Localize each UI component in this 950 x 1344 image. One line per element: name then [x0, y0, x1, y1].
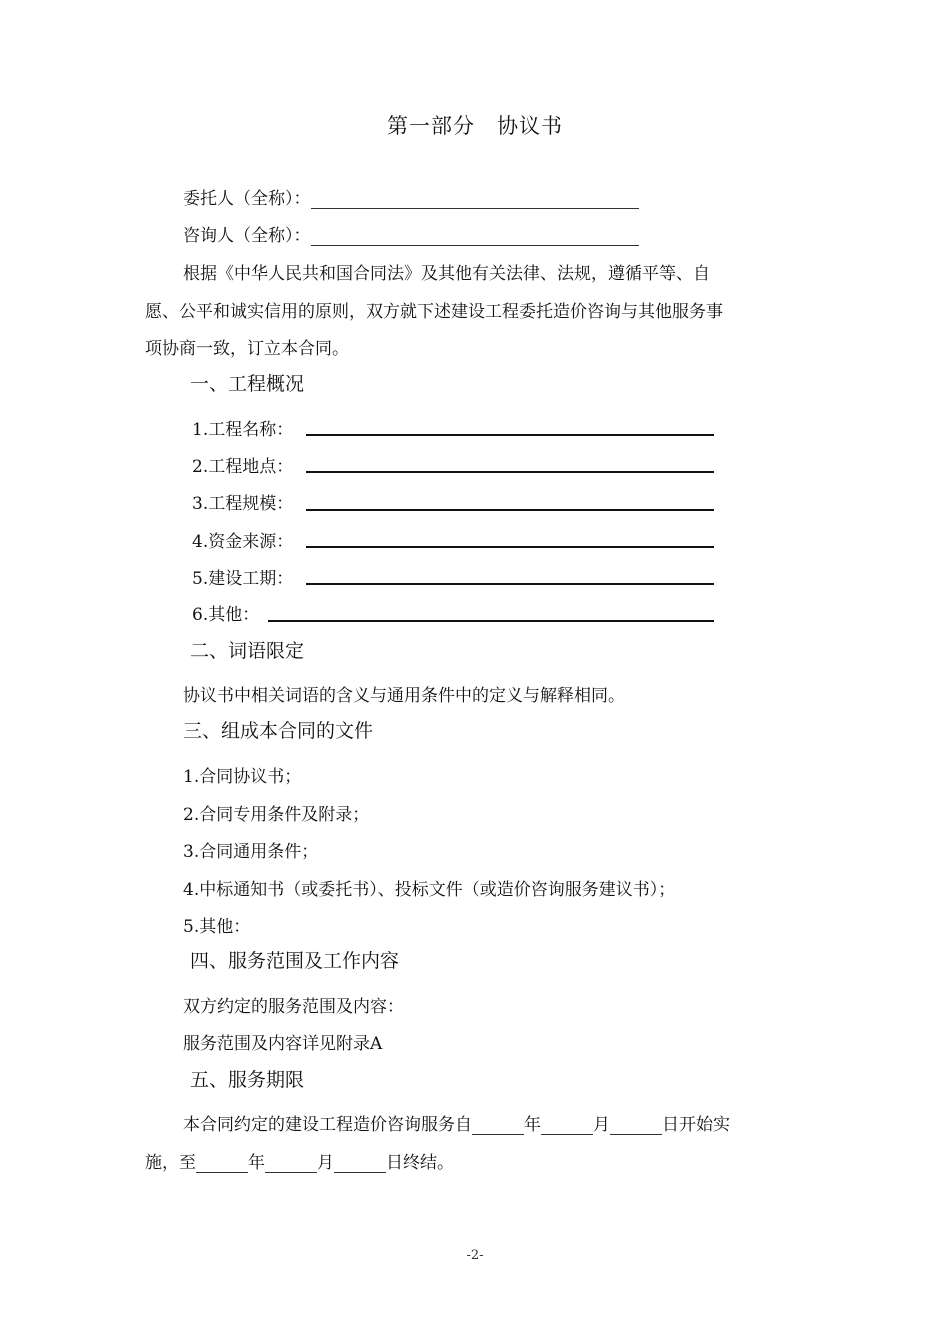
intro-line-2: 愿、公平和诚实信用的原则，双方就下述建设工程委托造价咨询与其他服务事 — [145, 302, 723, 322]
consultant-name-blank[interactable] — [311, 227, 639, 246]
funding-source-label: 4.资金来源： — [192, 532, 294, 552]
client-name-blank[interactable] — [311, 190, 639, 209]
start-month-blank[interactable] — [541, 1116, 593, 1135]
document-item-2: 2.合同专用条件及附录； — [183, 805, 370, 825]
consultant-label: 咨询人（全称）： — [183, 226, 311, 246]
project-name-blank[interactable] — [306, 434, 714, 436]
section3-heading: 三、组成本合同的文件 — [183, 720, 374, 742]
document-item-1: 1.合同协议书； — [183, 767, 302, 787]
funding-source-blank[interactable] — [306, 546, 714, 548]
document-item-5: 5.其他： — [183, 917, 251, 937]
construction-period-blank[interactable] — [306, 583, 714, 585]
other-label: 6.其他： — [192, 605, 260, 625]
section2-text: 协议书中相关词语的含义与通用条件中的定义与解释相同。 — [183, 686, 625, 706]
service-period-line-2 — [145, 1148, 454, 1173]
other-blank[interactable] — [268, 620, 714, 622]
intro-line-1: 根据《中华人民共和国合同法》及其他有关法律、法规，遵循平等、自 — [183, 264, 710, 284]
start-year-label: 年 — [524, 1115, 541, 1135]
service-end-text: 施，至 — [145, 1153, 196, 1173]
service-end-end-text: 日终结。 — [386, 1153, 454, 1173]
start-year-blank[interactable] — [472, 1116, 524, 1135]
end-year-blank[interactable] — [196, 1154, 248, 1173]
section1-heading: 一、工程概况 — [190, 373, 305, 395]
start-day-blank[interactable] — [610, 1116, 662, 1135]
end-year-label: 年 — [248, 1153, 265, 1173]
page-number: -2- — [466, 1248, 484, 1263]
end-month-label: 月 — [317, 1153, 334, 1173]
end-day-blank[interactable] — [334, 1154, 386, 1173]
end-month-blank[interactable] — [265, 1154, 317, 1173]
client-label: 委托人（全称）： — [183, 189, 311, 209]
section5-heading: 五、服务期限 — [190, 1069, 305, 1091]
project-name-label: 1.工程名称： — [192, 420, 294, 440]
consultant-line — [183, 221, 639, 246]
intro-line-3: 项协商一致，订立本合同。 — [145, 339, 349, 359]
client-line — [183, 184, 639, 209]
service-period-line-1 — [183, 1110, 730, 1135]
service-start-text: 本合同约定的建设工程造价咨询服务自 — [183, 1115, 472, 1135]
section4-heading: 四、服务范围及工作内容 — [190, 950, 400, 972]
page-title: 第一部分 协议书 — [387, 114, 563, 138]
project-scale-blank[interactable] — [306, 509, 714, 511]
project-location-blank[interactable] — [306, 471, 714, 473]
construction-period-label: 5.建设工期： — [192, 569, 294, 589]
project-scale-label: 3.工程规模： — [192, 494, 294, 514]
section4-line-2: 服务范围及内容详见附录A — [183, 1034, 383, 1054]
project-location-label: 2.工程地点： — [192, 457, 294, 477]
service-start-end-text: 日开始实 — [662, 1115, 730, 1135]
document-item-3: 3.合同通用条件； — [183, 842, 319, 862]
document-item-4: 4.中标通知书（或委托书）、投标文件（或造价咨询服务建议书）； — [183, 880, 676, 900]
section2-heading: 二、词语限定 — [190, 640, 305, 662]
section4-line-1: 双方约定的服务范围及内容： — [183, 997, 404, 1017]
start-month-label: 月 — [593, 1115, 610, 1135]
